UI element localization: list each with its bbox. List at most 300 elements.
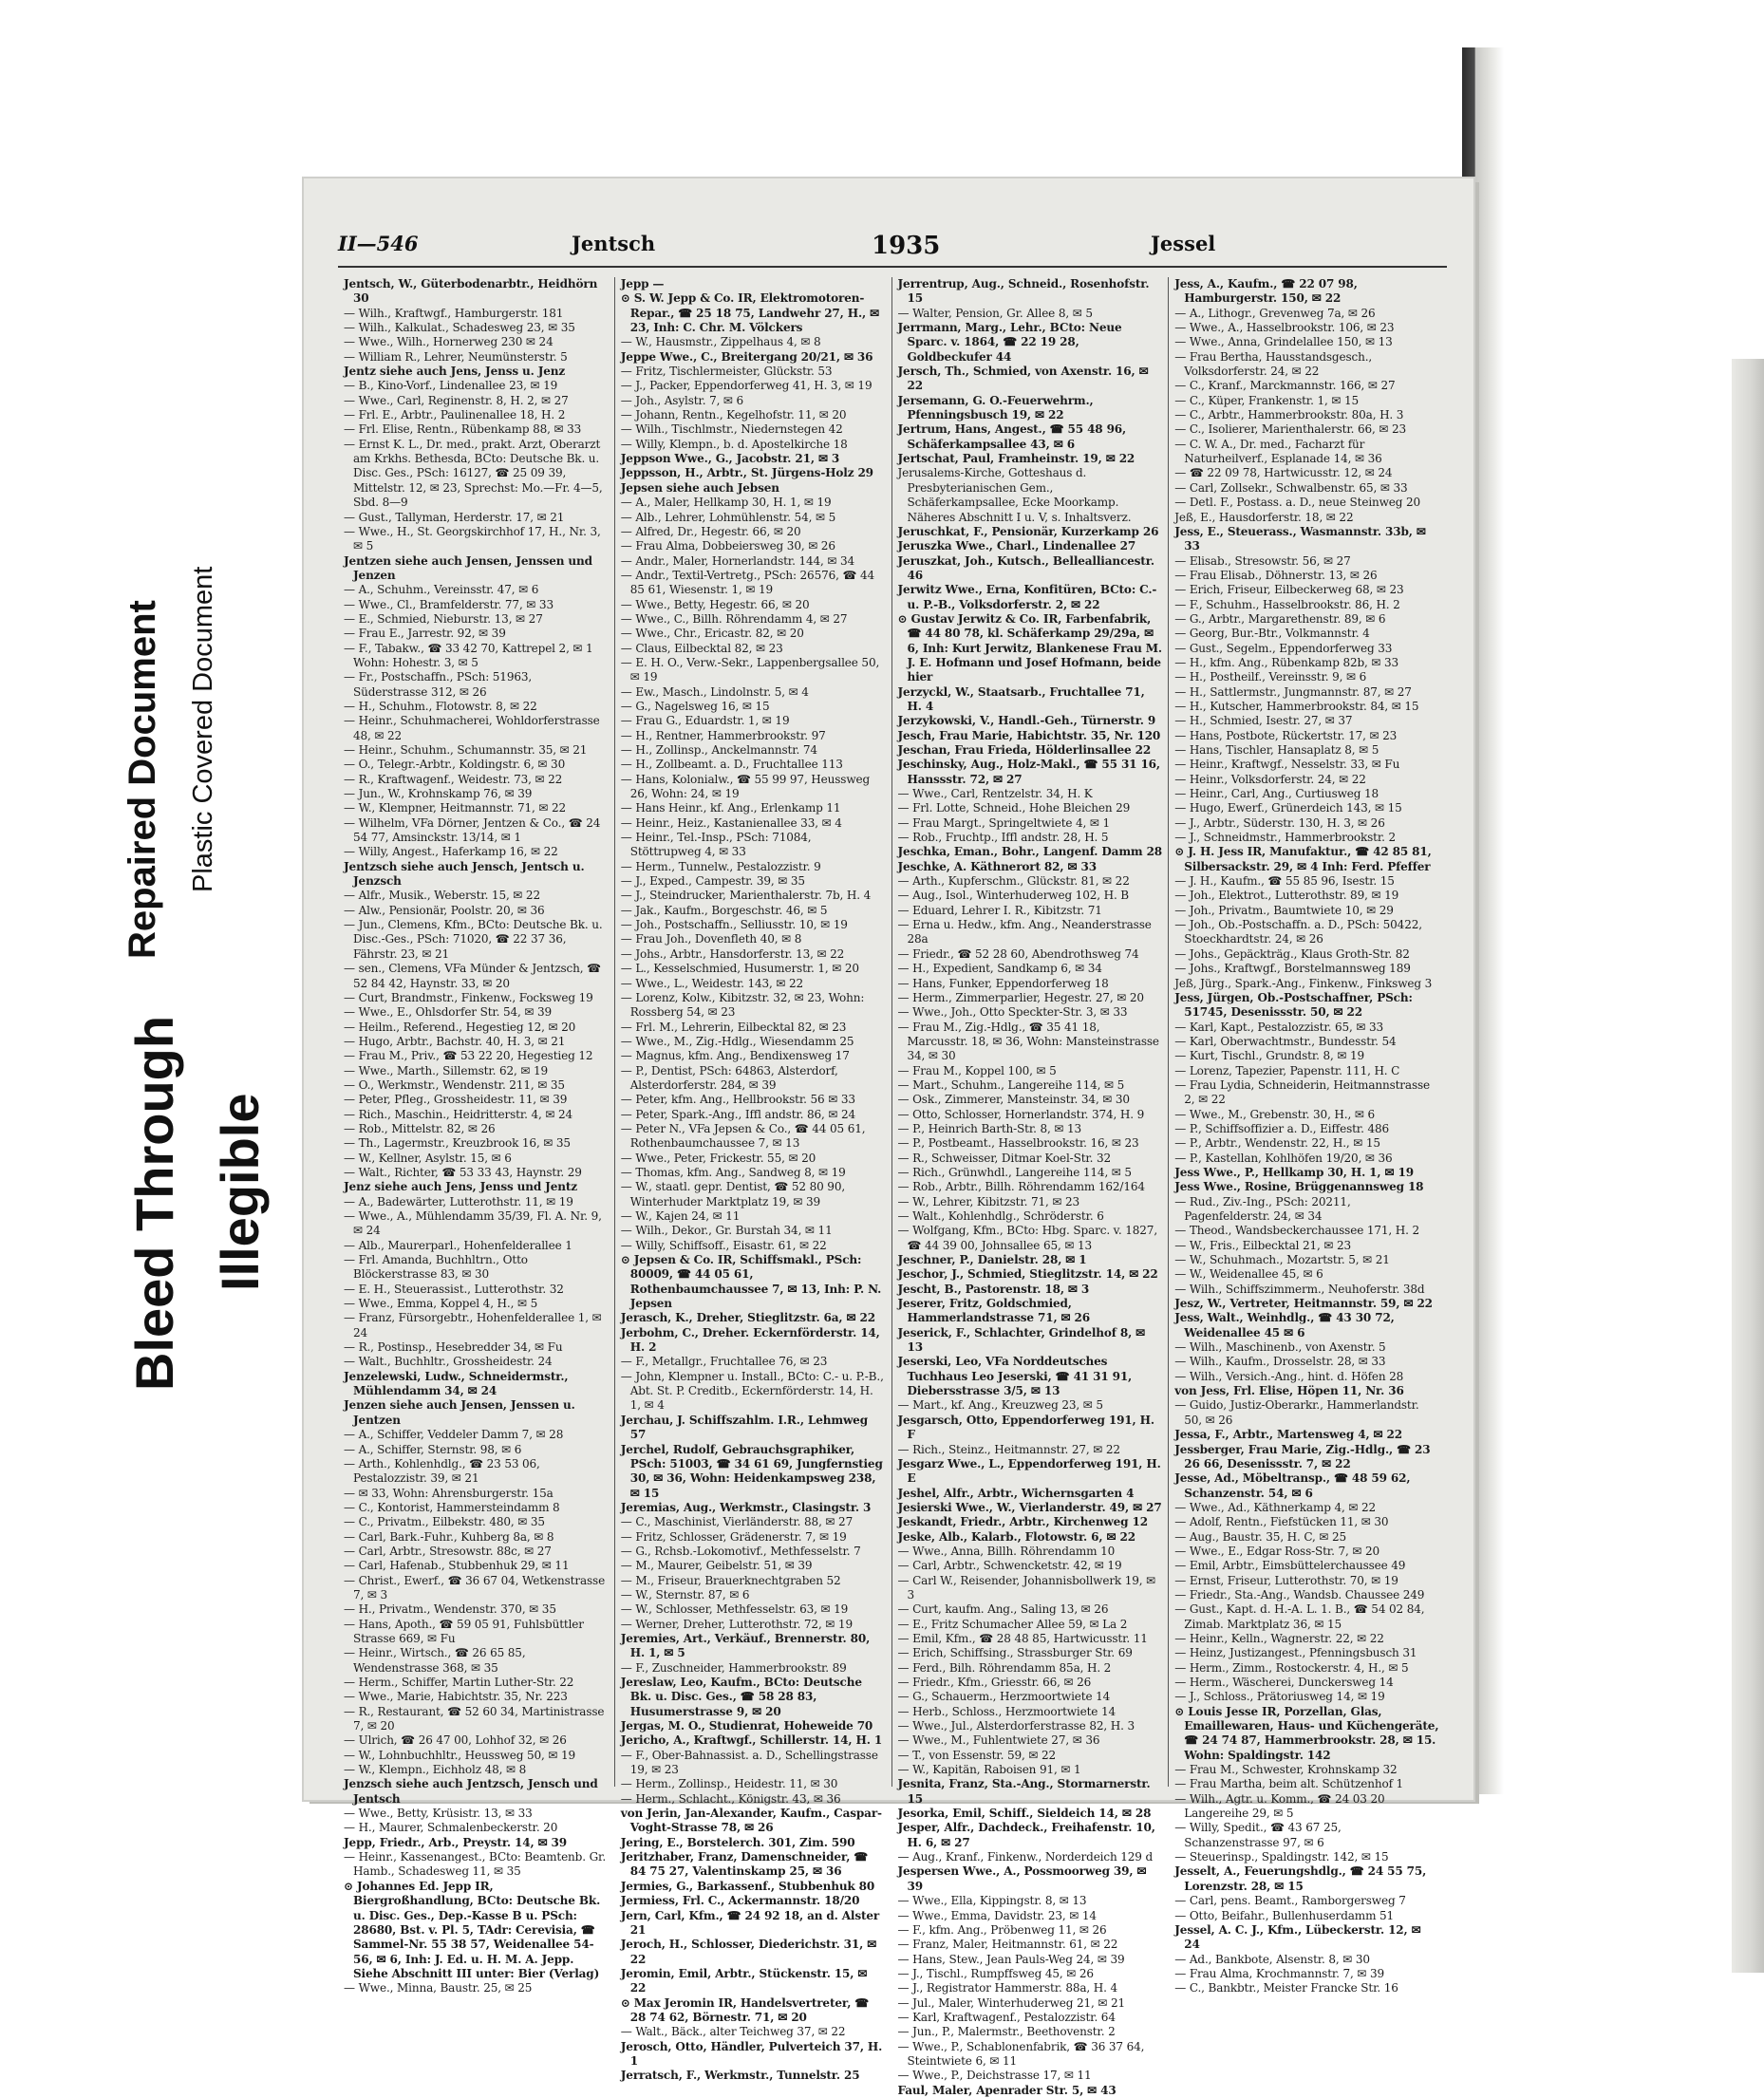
directory-entry: — Frl. E., Arbtr., Paulinenallee 18, H. 2 bbox=[344, 408, 566, 422]
scanned-page bbox=[304, 178, 1473, 2097]
directory-entry: — Hugo, Ewerf., Grünerdeich 143, ✉ 15 bbox=[1174, 801, 1402, 815]
directory-entry: — Ferd., Bilh. Röhrendamm 85a, H. 2 bbox=[897, 1660, 1112, 1675]
directory-entry: — Ulrich, ☎ 26 47 00, Lohhof 32, ✉ 26 bbox=[344, 1733, 567, 1748]
directory-entry: — Wwe., Jul., Alsterdorferstrasse 82, H. 3 bbox=[897, 1719, 1135, 1733]
directory-entry: — Frau Bertha, Hausstandsgesch., Volksdorferstr. 24, ✉ 22 bbox=[1174, 349, 1373, 379]
directory-entry: — T., von Essenstr. 59, ✉ 22 bbox=[897, 1748, 1056, 1762]
directory-entry: Jeruschkat, F., Pensionär, Kurzerkamp 26 bbox=[897, 524, 1159, 538]
directory-entry: — Joh., Privatm., Baumtwiete 10, ✉ 29 bbox=[1174, 903, 1394, 917]
directory-entry: — Detl. F., Postass. a. D., neue Steinweg 20 bbox=[1174, 496, 1421, 510]
directory-entry: — J., Exped., Campestr. 39, ✉ 35 bbox=[620, 874, 805, 889]
directory-entry: — Frl. M., Lehrerin, Eilbecktal 82, ✉ 23 bbox=[620, 1020, 847, 1034]
directory-entry: Jesgarz Wwe., L., Eppendorferweg 191, H. E bbox=[897, 1456, 1161, 1486]
directory-entry: — H., Privatm., Wendenstr. 370, ✉ 35 bbox=[344, 1602, 556, 1617]
directory-entry: Jeromin, Emil, Arbtr., Stückenstr. 15, ✉ 22 bbox=[620, 1966, 868, 1995]
directory-entry: ⊙ Max Jeromin IR, Handelsvertreter, ☎ 28 74 62, Börnestr. 71, ✉ 20 bbox=[620, 1995, 870, 2024]
directory-entry: Jeremias, Aug., Werkmstr., Clasingstr. 3 bbox=[620, 1500, 872, 1514]
directory-entry: — Hans, Apoth., ☎ 59 05 91, Fuhlsbüttler Strasse 669, ✉ Fu bbox=[344, 1617, 584, 1645]
directory-entry: Jeschor, J., Schmied, Stieglitzstr. 14, ✉ 22 bbox=[897, 1267, 1158, 1282]
directory-entry: — P., Kastellan, Kohlhöfen 19/20, ✉ 36 bbox=[1174, 1151, 1393, 1165]
directory-entry: Jertrum, Hans, Angest., ☎ 55 48 96, Schäferkampsallee 43, ✉ 6 bbox=[897, 422, 1127, 451]
directory-entry: — Wwe., A., Hasselbrookstr. 106, ✉ 23 bbox=[1174, 321, 1395, 335]
header-year: 1935 bbox=[872, 232, 941, 260]
directory-entry: — Wwe., Wilh., Hornerweg 230 ✉ 24 bbox=[344, 335, 554, 349]
directory-entry: — Willy, Spedit., ☎ 43 67 25, Schanzenstrasse 97, ✉ 6 bbox=[1174, 1821, 1342, 1849]
directory-entry: — Johs., Kraftwgf., Borstelmannsweg 189 bbox=[1174, 962, 1411, 976]
directory-entry: — Heinr., Kassenangest., BCto: Beamtenb. Gr. Hamb., Schadesweg 11, ✉ 35 bbox=[344, 1850, 607, 1879]
directory-entry: — Georg, Bur.-Btr., Volkmannstr. 4 bbox=[1174, 627, 1370, 641]
directory-entry: — Alw., Pensionär, Poolstr. 20, ✉ 36 bbox=[344, 903, 545, 917]
directory-entry: — E. H., Steuerassist., Lutterothstr. 32 bbox=[344, 1282, 564, 1296]
directory-entry: — Herm., Zimmerparlier, Hegestr. 27, ✉ 20 bbox=[897, 990, 1144, 1004]
directory-entry: — F., Metallgr., Fruchtallee 76, ✉ 23 bbox=[620, 1355, 828, 1369]
directory-entry: — Frau Alma, Dobbeiersweg 30, ✉ 26 bbox=[620, 539, 835, 553]
directory-entry: — C., Arbtr., Hammerbrookstr. 80a, H. 3 bbox=[1174, 408, 1404, 422]
directory-entry: ⊙ Jepsen & Co. IR, Schiffsmakl., PSch: 80009, ☎ 44 05 61, Rothenbaumchaussee 7, ✉ 13, Inh: P. N. Jepsen bbox=[620, 1253, 882, 1311]
directory-entry: — Peter, Pfleg., Grossheidestr. 11, ✉ 39 bbox=[344, 1093, 568, 1107]
directory-entry: — Frau M., Koppel 100, ✉ 5 bbox=[897, 1063, 1057, 1077]
directory-entry: — Curt, Brandmstr., Finkenw., Focksweg 19 bbox=[344, 990, 593, 1004]
directory-entry: — Wilh., Kraftwgf., Hamburgerstr. 181 bbox=[344, 306, 564, 320]
directory-entry: — Aug., Isol., Winterhuderweg 102, H. B bbox=[897, 889, 1129, 903]
directory-entry: — Willy, Schiffsoff., Eisastr. 61, ✉ 22 bbox=[620, 1238, 827, 1252]
directory-entry: — R., Restaurant, ☎ 52 60 34, Martinistrasse 7, ✉ 20 bbox=[344, 1704, 605, 1733]
directory-entry: — Wwe., Emma, Koppel 4, H., ✉ 5 bbox=[344, 1297, 538, 1311]
directory-entry: — Osk., Zimmerer, Mansteinstr. 34, ✉ 30 bbox=[897, 1093, 1130, 1107]
directory-entry: — Arth., Kupferschm., Glückstr. 81, ✉ 22 bbox=[897, 874, 1130, 889]
directory-entry: — Guido, Justiz-Oberarkr., Hammerlandstr. 50, ✉ 26 bbox=[1174, 1398, 1419, 1427]
directory-entry: Jerasch, K., Dreher, Stieglitzstr. 6a, ✉ 22 bbox=[620, 1311, 875, 1325]
directory-entry: — W., Kellner, Asylstr. 15, ✉ 6 bbox=[344, 1151, 512, 1165]
directory-entry: — Hugo, Arbtr., Bachstr. 40, H. 3, ✉ 21 bbox=[344, 1034, 566, 1048]
directory-entry: — Wilh., Maschinenb., von Axenstr. 5 bbox=[1174, 1340, 1386, 1355]
directory-entry: Jepp — bbox=[620, 277, 665, 290]
directory-entry: — A., Badewärter, Lutterothstr. 11, ✉ 19 bbox=[344, 1194, 573, 1208]
directory-entry: Jentsch, W., Güterbodenarbtr., Heidhörn 30 bbox=[344, 277, 598, 306]
directory-entry: — R., Kraftwagenf., Weidestr. 73, ✉ 22 bbox=[344, 772, 563, 786]
directory-entry: — H., Kutscher, Hammerbrookstr. 84, ✉ 15 bbox=[1174, 699, 1419, 713]
directory-entry: — A., Maler, Hellkamp 30, H. 1, ✉ 19 bbox=[620, 496, 832, 510]
directory-entry: — C., Kontorist, Hammersteindamm 8 bbox=[344, 1500, 560, 1514]
directory-entry: — M., Friseur, Brauerknechtgraben 52 bbox=[620, 1573, 841, 1587]
directory-entry: — Walt., Buchhltr., Grossheidestr. 24 bbox=[344, 1355, 553, 1369]
directory-entry: — Emil, Arbtr., Eimsbüttelerchaussee 49 bbox=[1174, 1559, 1406, 1573]
directory-entry: — Andr., Textil-Vertretg., PSch: 26576, ☎ 44 85 61, Wiesenstr. 1, ✉ 19 bbox=[620, 568, 875, 597]
directory-entry: — P., Schiffsoffizier a. D., Eiffestr. 486 bbox=[1174, 1121, 1389, 1135]
directory-entry: — Carl, pens. Beamt., Ramborgersweg 7 bbox=[1174, 1894, 1406, 1908]
directory-entry: Jesse, Ad., Möbeltransp., ☎ 48 59 62, Schanzenstr. 54, ✉ 6 bbox=[1174, 1471, 1411, 1500]
directory-entry: — Thomas, kfm. Ang., Sandweg 8, ✉ 19 bbox=[620, 1165, 846, 1179]
directory-entry: — Karl, Oberwachtmstr., Bundesstr. 54 bbox=[1174, 1034, 1397, 1048]
directory-entry: — H., kfm. Ang., Rübenkamp 82b, ✉ 33 bbox=[1174, 655, 1399, 669]
directory-entry: — Aug., Kranf., Finkenw., Norderdeich 129 d bbox=[897, 1850, 1154, 1864]
directory-entry: — W., Kajen 24, ✉ 11 bbox=[620, 1209, 741, 1223]
directory-entry: — Carl, Arbtr., Stresowstr. 88c, ✉ 27 bbox=[344, 1544, 552, 1558]
directory-entry: — Wilh., Tischlmstr., Niedernstegen 42 bbox=[620, 422, 843, 437]
directory-entry: — H., Maurer, Schmalenbeckerstr. 20 bbox=[344, 1821, 558, 1835]
directory-entry: Jess Wwe., P., Hellkamp 30, H. 1, ✉ 19 bbox=[1174, 1165, 1414, 1179]
directory-entry: — Rob., Arbtr., Billh. Röhrendamm 162/164 bbox=[897, 1180, 1145, 1194]
directory-entry: — G., Rchsb.-Lokomotivf., Methfesselstr. 7 bbox=[620, 1544, 861, 1558]
directory-entry: — Wilh., Agtr. u. Komm., ☎ 24 03 20 Langereihe 29, ✉ 5 bbox=[1174, 1791, 1385, 1821]
directory-entry: Jenzen siehe auch Jensen, Jenssen u. Jentzen bbox=[344, 1398, 575, 1427]
directory-entry: — Joh., Asylstr. 7, ✉ 6 bbox=[620, 393, 744, 407]
directory-entry: Jespersen Wwe., A., Possmoorweg 39, ✉ 39 bbox=[897, 1864, 1147, 1893]
directory-entry: — B., Kino-Vorf., Lindenallee 23, ✉ 19 bbox=[344, 379, 558, 393]
directory-entry: — Alfred, Dr., Hegestr. 66, ✉ 20 bbox=[620, 524, 801, 538]
directory-entry: Jeske, Alb., Kalarb., Flotowstr. 6, ✉ 22 bbox=[897, 1529, 1135, 1544]
directory-entry: — F., Zuschneider, Hammerbrookstr. 89 bbox=[620, 1660, 847, 1675]
directory-entry: — C., Küper, Frankenstr. 1, ✉ 15 bbox=[1174, 393, 1359, 407]
directory-entry: Jescht, B., Pastorenstr. 18, ✉ 3 bbox=[897, 1282, 1090, 1296]
directory-entry: — O., Telegr.-Arbtr., Koldingstr. 6, ✉ 30 bbox=[344, 758, 566, 772]
directory-entry: Jeschner, P., Danielstr. 28, ✉ 1 bbox=[897, 1253, 1087, 1267]
directory-entry: — Mart., kf. Ang., Kreuzweg 23, ✉ 5 bbox=[897, 1398, 1103, 1413]
directory-entry: — Heinr., Volksdorferstr. 24, ✉ 22 bbox=[1174, 772, 1366, 786]
directory-entry: Jeppsson, H., Arbtr., St. Jürgens-Holz 29 bbox=[620, 466, 873, 480]
directory-entry: — W., Schlosser, Methfesselstr. 63, ✉ 19 bbox=[620, 1602, 849, 1617]
directory-entry: Jerwitz Wwe., Erna, Konfitüren, BCto: C.- u. P.-B., Volksdorferstr. 2, ✉ 22 bbox=[897, 583, 1157, 611]
directory-entry: Jersch, Th., Schmied, von Axenstr. 16, ✉ 22 bbox=[897, 365, 1149, 393]
directory-entry: — Wwe., Minna, Baustr. 25, ✉ 25 bbox=[344, 1981, 533, 1995]
directory-entry: — O., Werkmstr., Wendenstr. 211, ✉ 35 bbox=[344, 1077, 565, 1092]
directory-entry: — Wwe., Emma, Davidstr. 23, ✉ 14 bbox=[897, 1908, 1097, 1922]
directory-entry: — Hans, Kolonialw., ☎ 55 99 97, Heussweg 26, Wohn: 24, ✉ 19 bbox=[620, 772, 871, 801]
directory-entry: — Alb., Lehrer, Lohmühlenstr. 54, ✉ 5 bbox=[620, 510, 836, 524]
directory-entry: Jenzelewski, Ludw., Schneidermstr., Mühlendamm 34, ✉ 24 bbox=[344, 1369, 569, 1398]
label-plastic-covered-document: Plastic Covered Document bbox=[188, 566, 218, 892]
directory-entry: — Claus, Eilbecktal 82, ✉ 23 bbox=[620, 641, 783, 655]
directory-entry: — Hans, Postbote, Rückertstr. 17, ✉ 23 bbox=[1174, 728, 1398, 742]
directory-entry: — H., Sattlermstr., Jungmannstr. 87, ✉ 27 bbox=[1174, 684, 1412, 699]
directory-entry: — Frau E., Jarrestr. 92, ✉ 39 bbox=[344, 627, 506, 641]
directory-entry: — Peter, Spark.-Ang., Iffl andstr. 86, ✉ 24 bbox=[620, 1107, 856, 1121]
directory-entry: — Rich., Steinz., Heitmannstr. 27, ✉ 22 bbox=[897, 1442, 1120, 1456]
directory-entry: — Frau Lydia, Schneiderin, Heitmannstrasse 2, ✉ 22 bbox=[1174, 1077, 1430, 1107]
directory-entry: — C., Maschinist, Vierländerstr. 88, ✉ 27 bbox=[620, 1515, 854, 1529]
directory-entry: — Heinr., Tel.-Insp., PSch: 71084, Stöttrupweg 4, ✉ 33 bbox=[620, 831, 812, 859]
directory-entry: Jerrentrup, Aug., Schneid., Rosenhofstr. 15 bbox=[897, 277, 1150, 306]
directory-entry: — Carl W., Reisender, Johannisbollwerk 19, ✉ 3 bbox=[897, 1573, 1156, 1602]
directory-entry: — Herm., Wäscherei, Dunckersweg 14 bbox=[1174, 1676, 1394, 1689]
directory-entry: — J., Registrator Hammerstr. 88a, H. 4 bbox=[897, 1981, 1118, 1995]
directory-entry: — Herm., Schiffer, Martin Luther-Str. 22 bbox=[344, 1676, 574, 1689]
directory-entry: — Frl. Amanda, Buchhltrn., Otto Blöckerstrasse 83, ✉ 30 bbox=[344, 1253, 528, 1282]
directory-entry: — Wwe., Cl., Bramfelderstr. 77, ✉ 33 bbox=[344, 597, 554, 611]
directory-entry: — P., Heinrich Barth-Str. 8, ✉ 13 bbox=[897, 1121, 1081, 1135]
directory-entry: — Emil, Kfm., ☎ 28 48 85, Hartwicusstr. 11 bbox=[897, 1631, 1148, 1645]
directory-entry: — Gust., Tallyman, Herderstr. 17, ✉ 21 bbox=[344, 510, 565, 524]
directory-entry: — R., Postinsp., Hesebredder 34, ✉ Fu bbox=[344, 1340, 563, 1355]
directory-entry: — W., Sternstr. 87, ✉ 6 bbox=[620, 1587, 750, 1602]
directory-entry: — Fr., Postschaffn., PSch: 51963, Süderstrasse 312, ✉ 26 bbox=[344, 670, 533, 699]
running-header bbox=[338, 232, 1439, 260]
directory-entry: Jesz, W., Vertreter, Heitmannstr. 59, ✉ 22 bbox=[1174, 1297, 1433, 1311]
directory-entry: — Frau Elisab., Döhnerstr. 13, ✉ 26 bbox=[1174, 568, 1378, 582]
directory-entry: — Ernst K. L., Dr. med., prakt. Arzt, Oberarzt am Krkhs. Bethesda, BCto: Deutsche Bk. u. Disc. Ges., PSch: 16127, ☎ 25 09 39, Mittelstr. 12, ✉ 23, Sprechst: Mo.—Fr. 4—5, Sbd. 8—9 bbox=[344, 437, 603, 510]
directory-entry: — Hans, Stew., Jean Pauls-Weg 24, ✉ 39 bbox=[897, 1952, 1125, 1966]
directory-entry: — sen., Clemens, VFa Münder & Jentzsch, ☎ 52 84 42, Haynstr. 33, ✉ 20 bbox=[344, 962, 601, 990]
directory-entry: — Rob., Fruchtp., Iffl andstr. 28, H. 5 bbox=[897, 831, 1109, 845]
directory-entry: — Frau M., Schwester, Krohnskamp 32 bbox=[1174, 1763, 1398, 1777]
directory-entry: Jepp, Friedr., Arb., Preystr. 14, ✉ 39 bbox=[344, 1835, 568, 1849]
directory-entry: — Wwe., M., Fuhlentwiete 27, ✉ 36 bbox=[897, 1733, 1100, 1748]
directory-entry: — Erna u. Hedw., kfm. Ang., Neanderstrasse 28a bbox=[897, 918, 1152, 946]
directory-entry: — C., Privatm., Eilbekstr. 480, ✉ 35 bbox=[344, 1515, 545, 1529]
directory-entry: — Arth., Kohlenhdlg., ☎ 23 53 06, Pestalozzistr. 39, ✉ 21 bbox=[344, 1456, 540, 1486]
directory-entry: — Wilh., Kalkulat., Schadesweg 23, ✉ 35 bbox=[344, 321, 575, 335]
directory-entry: — C., Kranf., Marckmannstr. 166, ✉ 27 bbox=[1174, 379, 1396, 393]
directory-entry: Jeserski, Leo, VFa Norddeutsches Tuchhaus Leo Jeserski, ☎ 41 31 91, Diebersstrasse 3/5, ✉ 13 bbox=[897, 1355, 1133, 1398]
directory-entry: — Franz, Maler, Heitmannstr. 61, ✉ 22 bbox=[897, 1938, 1118, 1952]
directory-entry: — P., Dentist, PSch: 64863, Alsterdorf, Alsterdorferstr. 284, ✉ 39 bbox=[620, 1063, 838, 1092]
directory-entry: — Friedr., Kfm., Griesstr. 66, ✉ 26 bbox=[897, 1676, 1092, 1689]
directory-entry: — Alb., Maurerparl., Hohenfelderallee 1 bbox=[344, 1238, 572, 1252]
directory-entry: — William R., Lehrer, Neumünsterstr. 5 bbox=[344, 349, 568, 364]
directory-entry: von Jerin, Jan-Alexander, Kaufm., Caspar-Voght-Strasse 78, ✉ 26 bbox=[620, 1807, 882, 1835]
directory-entry: — Rich., Grünwhdl., Langereihe 114, ✉ 5 bbox=[897, 1165, 1132, 1179]
directory-entry: Jentzen siehe auch Jensen, Jenssen und Jenzen bbox=[344, 553, 592, 582]
directory-entry: — Willy, Klempn., b. d. Apostelkirche 18 bbox=[620, 437, 848, 451]
directory-entry: — W., Lohnbuchhltr., Heussweg 50, ✉ 19 bbox=[344, 1748, 576, 1762]
directory-entry: — Frau G., Eduardstr. 1, ✉ 19 bbox=[620, 714, 790, 728]
directory-entry: — Wwe., Marie, Habichtstr. 35, Nr. 223 bbox=[344, 1690, 568, 1704]
directory-entry: — J., Schloss., Prätoriusweg 14, ✉ 19 bbox=[1174, 1690, 1385, 1704]
directory-entry: — H., Zollbeamt. a. D., Fruchtallee 113 bbox=[620, 758, 843, 772]
directory-entry: Jermiess, Frl. C., Ackermannstr. 18/20 bbox=[620, 1894, 860, 1908]
directory-entry: — Franz, Fürsorgebtr., Hohenfelderallee 1, ✉ 24 bbox=[344, 1311, 602, 1339]
directory-entry: — Heinr., Kraftwgf., Nesselstr. 33, ✉ Fu bbox=[1174, 758, 1400, 772]
directory-entry: Jeruszkat, Joh., Kutsch., Bellealliancestr. 46 bbox=[897, 553, 1154, 582]
directory-entry: Jesnita, Franz, Sta.-Ang., Stormarnerstr. 15 bbox=[897, 1777, 1151, 1806]
directory-entry: — Herm., Zollinsp., Heidestr. 11, ✉ 30 bbox=[620, 1777, 838, 1791]
label-illegible: Illegible bbox=[210, 1093, 270, 1291]
directory-column-1 bbox=[338, 277, 615, 1995]
directory-entry: — A., Lithogr., Grevenweg 7a, ✉ 26 bbox=[1174, 306, 1376, 320]
directory-entry: — H., Zollinsp., Anckelmannstr. 74 bbox=[620, 743, 817, 757]
directory-entry: — H., Postheilf., Vereinsstr. 9, ✉ 6 bbox=[1174, 670, 1367, 684]
directory-entry: — W., staatl. gepr. Dentist, ☎ 52 80 90, Winterhuder Marktplatz 19, ✉ 39 bbox=[620, 1180, 846, 1208]
directory-entry: Jerchel, Rudolf, Gebrauchsgraphiker, PSch: 51003, ☎ 34 61 69, Jungfernstieg 30, ✉ 36, Wohn: Heidenkampsweg 238, ✉ 15 bbox=[620, 1442, 883, 1500]
directory-entry: — P., Arbtr., Wendenstr. 22, H., ✉ 15 bbox=[1174, 1136, 1380, 1151]
directory-entry: — H., Expedient, Sandkamp 6, ✉ 34 bbox=[897, 962, 1102, 976]
label-repaired-document: Repaired Document bbox=[122, 600, 163, 959]
directory-entry: Jern, Carl, Kfm., ☎ 24 92 18, an d. Alster 21 bbox=[620, 1908, 880, 1937]
directory-entry: — Heinr., Kelln., Wagnerstr. 22, ✉ 22 bbox=[1174, 1631, 1384, 1645]
directory-entry: — Heilm., Referend., Hegestieg 12, ✉ 20 bbox=[344, 1020, 576, 1034]
directory-entry: — Wwe., Carl, Reginenstr. 8, H. 2, ✉ 27 bbox=[344, 393, 569, 407]
directory-entry: — Herm., Tunnelw., Pestalozzistr. 9 bbox=[620, 859, 821, 873]
directory-entry: Jericho, A., Kraftwgf., Schillerstr. 14, H. 1 bbox=[620, 1733, 883, 1748]
directory-entry: — John, Klempner u. Install., BCto: C.- u. P.-B., Abt. St. P. Creditb., Eckernförderstr. 14, H. 1, ✉ 4 bbox=[620, 1369, 884, 1413]
directory-entry: — Wwe., E., Ohlsdorfer Str. 54, ✉ 39 bbox=[344, 1005, 553, 1020]
directory-entry: — Wwe., P., Schablonenfabrik, ☎ 36 37 64, Steintwiete 6, ✉ 11 bbox=[897, 2039, 1145, 2068]
directory-entry: — W., Lehrer, Kibitzstr. 71, ✉ 23 bbox=[897, 1194, 1080, 1208]
directory-entry: — Rob., Mittelstr. 82, ✉ 26 bbox=[344, 1121, 496, 1135]
directory-entry: — A., Schuhm., Vereinsstr. 47, ✉ 6 bbox=[344, 583, 539, 597]
directory-entry: — Wwe., Peter, Frickestr. 55, ✉ 20 bbox=[620, 1151, 816, 1165]
directory-entry: — Walt., Richter, ☎ 53 33 43, Haynstr. 29 bbox=[344, 1165, 582, 1179]
directory-entry: — J., Packer, Eppendorferweg 41, H. 3, ✉ 19 bbox=[620, 379, 873, 393]
directory-entry: Jesselt, A., Feuerungshdlg., ☎ 24 55 75, Lorenzstr. 28, ✉ 15 bbox=[1174, 1864, 1427, 1893]
directory-entry: — Aug., Baustr. 35, H. C, ✉ 25 bbox=[1174, 1529, 1347, 1544]
label-bleed-through: Bleed Through bbox=[124, 1015, 184, 1391]
directory-entry: — Wwe., Carl, Rentzelstr. 34, H. K bbox=[897, 787, 1093, 801]
directory-entry: Jess Wwe., Rosine, Brüggenannsweg 18 bbox=[1174, 1180, 1424, 1194]
directory-entry: — Hans, Tischler, Hansaplatz 8, ✉ 5 bbox=[1174, 743, 1379, 757]
directory-entry: Jeserer, Fritz, Goldschmied, Hammerlandstrasse 71, ✉ 26 bbox=[897, 1297, 1090, 1325]
directory-entry: — Herb., Schloss., Herzmoortwiete 14 bbox=[897, 1704, 1116, 1718]
directory-entry: Jerrmann, Marg., Lehr., BCto: Neue Sparc. v. 1864, ☎ 22 19 28, Goldbeckufer 44 bbox=[897, 321, 1122, 364]
directory-entry: — W., Fris., Eilbecktal 21, ✉ 23 bbox=[1174, 1238, 1352, 1252]
directory-entry: Jerusalems-Kirche, Gotteshaus d. Presbyterianischen Gem., Schäferkampsallee, Ecke Moorkamp. Näheres Abschnitt I u. V, s. Inhaltsverz. bbox=[897, 466, 1132, 524]
directory-entry: — E., Fritz Schumacher Allee 59, ✉ La 2 bbox=[897, 1617, 1128, 1631]
directory-entry: Jessel, A. C. J., Kfm., Lübeckerstr. 12, ✉ 24 bbox=[1174, 1922, 1421, 1952]
directory-entry: — Jun., W., Krohnskamp 76, ✉ 39 bbox=[344, 787, 533, 801]
directory-entry: Jerchau, J. Schiffszahlm. I.R., Lehmweg 57 bbox=[620, 1413, 868, 1442]
directory-entry: — A., Schiffer, Veddeler Damm 7, ✉ 28 bbox=[344, 1428, 564, 1442]
directory-entry: Jeß, E., Hausdorferstr. 18, ✉ 22 bbox=[1174, 510, 1354, 524]
directory-entry: — Frau M., Zig.-Hdlg., ☎ 35 41 18, Marcusstr. 18, ✉ 36, Wohn: Mansteinstrasse 34, ✉ 30 bbox=[897, 1020, 1159, 1063]
directory-entry: — Walt., Bäck., alter Teichweg 37, ✉ 22 bbox=[620, 2025, 846, 2039]
directory-column-4 bbox=[1169, 277, 1445, 1995]
directory-entry: — Elisab., Stresowstr. 56, ✉ 27 bbox=[1174, 553, 1351, 568]
directory-entry: — Wwe., M., Zig.-Hdlg., Wiesendamm 25 bbox=[620, 1034, 854, 1048]
directory-entry: Jeremies, Art., Verkäuf., Brennerstr. 80, H. 1, ✉ 5 bbox=[620, 1631, 871, 1660]
directory-entry: — J., Schneidmstr., Hammerbrookstr. 2 bbox=[1174, 831, 1397, 845]
directory-entry: — Frau Martha, beim alt. Schützenhof 1 bbox=[1174, 1777, 1404, 1791]
directory-entry: — Frau Margt., Springeltwiete 4, ✉ 1 bbox=[897, 815, 1111, 830]
directory-entry: Jess, Jürgen, Ob.-Postschaffner, PSch: 51745, Desenissstr. 50, ✉ 22 bbox=[1174, 990, 1413, 1020]
directory-entry: — Heinr., Schuhm., Schumannstr. 35, ✉ 21 bbox=[344, 743, 588, 757]
directory-entry: — Ew., Masch., Lindolnstr. 5, ✉ 4 bbox=[620, 684, 809, 699]
directory-entry: — Wwe., E., Edgar Ross-Str. 7, ✉ 20 bbox=[1174, 1544, 1379, 1558]
directory-entry: — Karl, Kapt., Pestalozzistr. 65, ✉ 33 bbox=[1174, 1020, 1384, 1034]
directory-entry: — Heinz, Justizangest., Pfenningsbusch 31 bbox=[1174, 1646, 1417, 1660]
directory-entry: — Frau M., Priv., ☎ 53 22 20, Hegestieg 12 bbox=[344, 1049, 593, 1063]
directory-entry: Jerratsch, F., Werkmstr., Tunnelstr. 25 bbox=[620, 2069, 860, 2083]
directory-entry: Jeskandt, Friedr., Arbtr., Kirchenweg 12 bbox=[897, 1515, 1148, 1529]
directory-entry: — Wilh., Dekor., Gr. Burstah 34, ✉ 11 bbox=[620, 1224, 833, 1238]
directory-entry: — Kurt, Tischl., Grundstr. 8, ✉ 19 bbox=[1174, 1049, 1364, 1063]
directory-entry: — Mart., Schuhm., Langereihe 114, ✉ 5 bbox=[897, 1077, 1125, 1092]
directory-entry: — Ernst, Friseur, Lutterothstr. 70, ✉ 19 bbox=[1174, 1573, 1398, 1587]
directory-entry: — Wwe., Betty, Krüsistr. 13, ✉ 33 bbox=[344, 1807, 533, 1821]
page-shadow-right bbox=[1732, 359, 1764, 1973]
directory-entry: Jeroch, H., Schlosser, Diederichstr. 31, ✉ 22 bbox=[620, 1938, 877, 1966]
directory-entry: — H., Rentner, Hammerbrookstr. 97 bbox=[620, 728, 826, 742]
directory-entry: — Erich, Friseur, Eilbeckerweg 68, ✉ 23 bbox=[1174, 583, 1404, 597]
directory-entry: — P., Postbeamt., Hasselbrookstr. 16, ✉ 23 bbox=[897, 1136, 1139, 1151]
directory-entry: — Steuerinsp., Spaldingstr. 142, ✉ 15 bbox=[1174, 1850, 1389, 1864]
directory-entry: — F., Schuhm., Hasselbrookstr. 86, H. 2 bbox=[1174, 597, 1400, 611]
directory-entry: Jeppson Wwe., G., Jacobstr. 21, ✉ 3 bbox=[620, 452, 840, 466]
directory-column-2 bbox=[615, 277, 892, 2083]
directory-entry: — Friedr., ☎ 52 28 60, Abendrothsweg 74 bbox=[897, 946, 1139, 961]
directory-entry: — Wwe., L., Weidestr. 143, ✉ 22 bbox=[620, 976, 804, 990]
directory-entry: — Heinr., Heiz., Kastanienallee 33, ✉ 4 bbox=[620, 815, 842, 830]
directory-entry: — Wwe., A., Mühlendamm 35/39, Fl. A. Nr. 9, ✉ 24 bbox=[344, 1209, 602, 1238]
directory-entry: Jering, E., Borstelerch. 301, Zim. 590 bbox=[620, 1835, 855, 1849]
directory-entry: — Magnus, kfm. Ang., Bendixensweg 17 bbox=[620, 1049, 850, 1063]
directory-entry: Jesierski Wwe., W., Vierlanderstr. 49, ✉ 27 bbox=[897, 1500, 1162, 1514]
directory-entry: — W., Klempn., Eichholz 48, ✉ 8 bbox=[344, 1763, 527, 1777]
directory-entry: — Wwe., P., Deichstrasse 17, ✉ 11 bbox=[897, 2069, 1092, 2083]
directory-entry: Jeruszka Wwe., Charl., Lindenallee 27 bbox=[897, 539, 1136, 553]
directory-entry: Jermies, G., Barkassenf., Stubbenhuk 80 bbox=[620, 1879, 875, 1893]
directory-entry: — A., Schiffer, Sternstr. 98, ✉ 6 bbox=[344, 1442, 522, 1456]
directory-entry: Jeschka, Eman., Bohr., Langenf. Damm 28 bbox=[897, 845, 1163, 859]
directory-entry: Jertschat, Paul, Framheinstr. 19, ✉ 22 bbox=[897, 452, 1135, 466]
directory-entry: — Heinr., Wirtsch., ☎ 26 65 85, Wendenstrasse 368, ✉ 35 bbox=[344, 1646, 526, 1675]
directory-column-3 bbox=[892, 277, 1170, 2097]
directory-entry: — G., Arbtr., Margarethenstr. 89, ✉ 6 bbox=[1174, 611, 1386, 626]
directory-entry: Jesper, Alfr., Dachdeck., Freihafenstr. 10, H. 6, ✉ 27 bbox=[897, 1821, 1155, 1849]
directory-entry: — Eduard, Lehrer I. R., Kibitzstr. 71 bbox=[897, 903, 1102, 917]
directory-entry: — W., Kapitän, Raboisen 91, ✉ 1 bbox=[897, 1763, 1081, 1777]
directory-entry: — W., Weidenallee 45, ✉ 6 bbox=[1174, 1267, 1323, 1282]
directory-entry: — Christ., Ewerf., ☎ 36 67 04, Wetkenstrasse 7, ✉ 3 bbox=[344, 1573, 606, 1602]
directory-entry: — Joh., Postschaffn., Selliusstr. 10, ✉ 19 bbox=[620, 918, 848, 932]
directory-entry: Jessberger, Frau Marie, Zig.-Hdlg., ☎ 23 26 66, Desenissstr. 7, ✉ 22 bbox=[1174, 1442, 1431, 1470]
directory-entry: Jenzsch siehe auch Jentzsch, Jensch und Jentsch bbox=[344, 1777, 598, 1806]
directory-entry: — Heinr., Carl, Ang., Curtiusweg 18 bbox=[1174, 787, 1379, 801]
directory-entry: Jereslaw, Leo, Kaufm., BCto: Deutsche Bk. u. Disc. Ges., ☎ 58 28 83, Husumerstrasse 9, ✉ 20 bbox=[620, 1676, 862, 1718]
directory-entry: Jerzyckl, W., Staatsarb., Fruchtallee 71, H. 4 bbox=[897, 684, 1145, 713]
directory-entry: — M., Maurer, Geibelstr. 51, ✉ 39 bbox=[620, 1559, 813, 1573]
directory-entry: Jess, A., Kaufm., ☎ 22 07 98, Hamburgerstr. 150, ✉ 22 bbox=[1174, 277, 1358, 306]
directory-entry: Jeschinsky, Aug., Holz-Makl., ☎ 55 31 16, Hanssstr. 72, ✉ 27 bbox=[897, 758, 1160, 786]
directory-entry: — C., Bankbtr., Meister Francke Str. 16 bbox=[1174, 1981, 1398, 1995]
directory-entry: — Heinr., Schuhmacherei, Wohldorferstrasse 48, ✉ 22 bbox=[344, 714, 600, 742]
directory-entry: — Andr., Maler, Hornerlandstr. 144, ✉ 34 bbox=[620, 553, 855, 568]
directory-entry: Jerzykowski, V., Handl.-Geh., Türnerstr. 9 bbox=[897, 714, 1156, 728]
directory-entry: — Wwe., C., Billh. Röhrendamm 4, ✉ 27 bbox=[620, 611, 848, 626]
directory-entry: Jeserick, F., Schlachter, Grindelhof 8, ✉ 13 bbox=[897, 1325, 1146, 1355]
directory-entry: — Gust., Kapt. d. H.-A. L. 1. B., ☎ 54 02 84, Zimab. Marktplatz 36, ✉ 15 bbox=[1174, 1602, 1425, 1631]
directory-entry: — Willy, Angest., Haferkamp 16, ✉ 22 bbox=[344, 845, 558, 859]
directory-entry: Jentzsch siehe auch Jensch, Jentsch u. Jenzsch bbox=[344, 859, 585, 889]
directory-entry: — Werner, Dreher, Lutterothstr. 72, ✉ 19 bbox=[620, 1617, 853, 1631]
directory-entry: — Hans Heinr., kf. Ang., Erlenkamp 11 bbox=[620, 801, 841, 815]
directory-entry: Jerbohm, C., Dreher. Eckernförderstr. 14, H. 2 bbox=[620, 1325, 880, 1355]
directory-entry: — G., Schauerm., Herzmoortwiete 14 bbox=[897, 1690, 1111, 1704]
directory-entry: — Lorenz, Tapezier, Papenstr. 111, H. C bbox=[1174, 1063, 1400, 1077]
directory-entry: — R., Schweisser, Ditmar Koel-Str. 32 bbox=[897, 1151, 1112, 1165]
directory-entry: — Rich., Maschin., Heidritterstr. 4, ✉ 24 bbox=[344, 1107, 573, 1121]
directory-entry: von Jess, Frl. Elise, Höpen 11, Nr. 36 bbox=[1174, 1384, 1404, 1398]
directory-entry: — Joh., Ob.-Postschaffn. a. D., PSch: 50422, Stoeckhardtstr. 24, ✉ 26 bbox=[1174, 918, 1422, 946]
directory-entry: — J., Tischl., Rumpffsweg 45, ✉ 26 bbox=[897, 1966, 1094, 1980]
directory-entry: — Johann, Rentn., Kegelhofstr. 11, ✉ 20 bbox=[620, 408, 847, 422]
directory-entry: Jesorka, Emil, Schiff., Sieldeich 14, ✉ 28 bbox=[897, 1807, 1152, 1821]
directory-entry: — Carl, Bark.-Fuhr., Kuhberg 8a, ✉ 8 bbox=[344, 1529, 554, 1544]
directory-entry: — Fritz, Tischlermeister, Glückstr. 53 bbox=[620, 365, 833, 379]
directory-entry: — G., Nagelsweg 16, ✉ 15 bbox=[620, 699, 770, 713]
directory-entry: — J. H., Kaufm., ☎ 55 85 96, Isestr. 15 bbox=[1174, 874, 1395, 889]
directory-entry: — Wilh., Versich.-Ang., hint. d. Höfen 28 bbox=[1174, 1369, 1404, 1383]
directory-entry: Jessa, F., Arbtr., Martensweg 4, ✉ 22 bbox=[1174, 1428, 1402, 1442]
directory-entry: — Hans, Funker, Eppendorferweg 18 bbox=[897, 976, 1109, 990]
directory-entry: — Wwe., Chr., Ericastr. 82, ✉ 20 bbox=[620, 627, 804, 641]
directory-entry: — Adolf, Rentn., Fiefstücken 11, ✉ 30 bbox=[1174, 1515, 1389, 1529]
directory-entry: — Jun., Clemens, Kfm., BCto: Deutsche Bk. u. Disc.-Ges., PSch: 71020, ☎ 22 37 36, Fährstr. 23, ✉ 21 bbox=[344, 918, 603, 961]
directory-entry: — Rud., Ziv.-Ing., PSch: 20211, Pagenfelderstr. 24, ✉ 34 bbox=[1174, 1194, 1351, 1223]
header-rule bbox=[338, 266, 1447, 268]
directory-entry: — Otto, Schlosser, Hornerlandstr. 374, H. 9 bbox=[897, 1107, 1145, 1121]
directory-entry: — Wwe., Anna, Grindelallee 150, ✉ 13 bbox=[1174, 335, 1393, 349]
directory-entry: — Wwe., Anna, Billh. Röhrendamm 10 bbox=[897, 1544, 1116, 1558]
